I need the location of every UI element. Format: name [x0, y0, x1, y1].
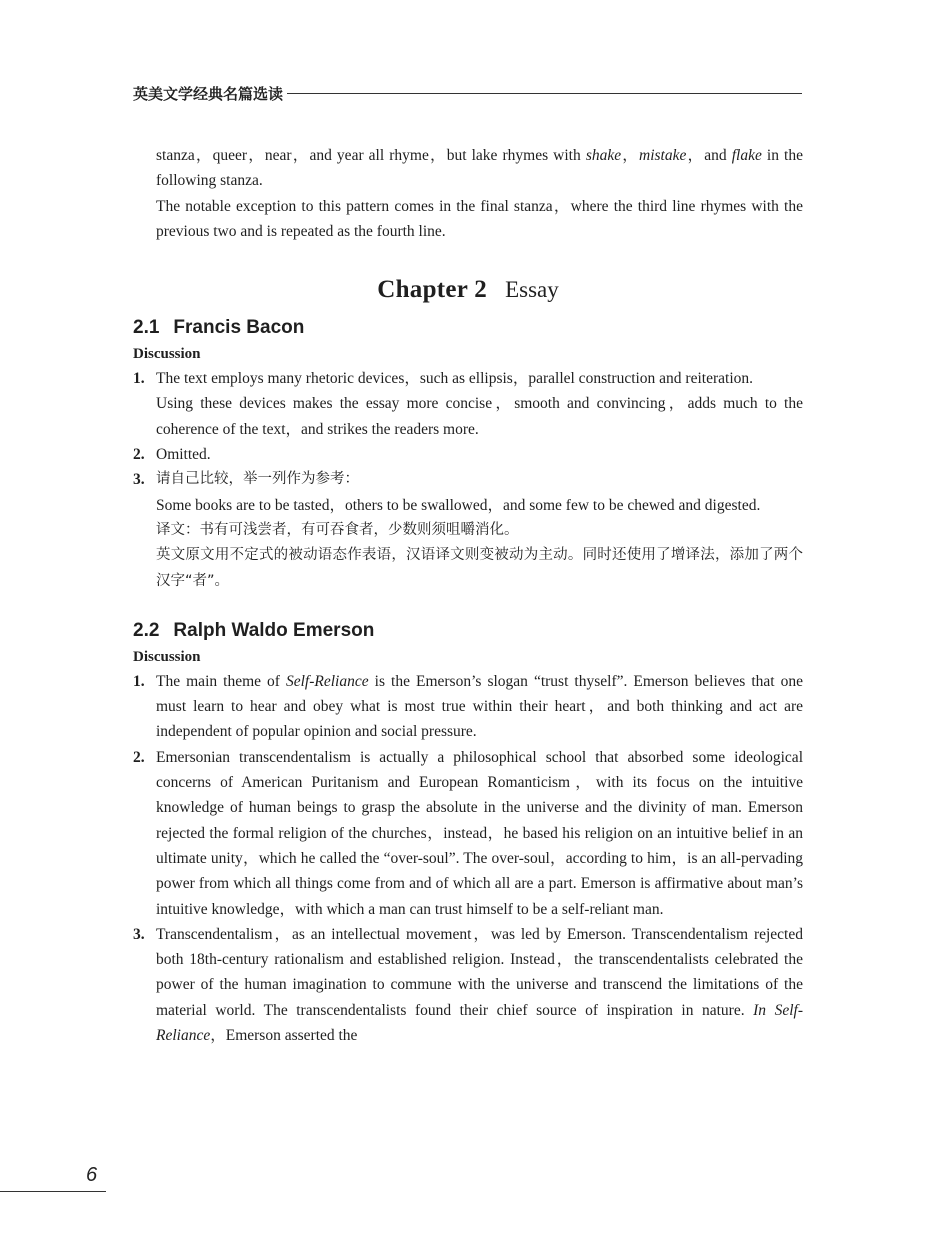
item-number: 2. — [133, 748, 145, 766]
list-item: 2. Emersonian transcendentalism is actually a philosophical school that absorbed some ideological concerns of American Puritanism and European Romanticism，with its focus on the intuitive knowledge of human beings to grasp the absolute in the universe and the divinity of man. Emerson rejected the formal religion of the churches，instead，he based his religion on an intuitive belief in an ultimate unity，which he called the “over-soul”. The over-soul，according to him，is an all-pervading power from which all things come from and of which all are a part. Emerson is affirmative about man’s intuitive knowledge，with which a man can trust himself to be a self-reliant man. — [133, 745, 803, 922]
chapter-heading — [133, 272, 803, 308]
item-number: 2. — [133, 446, 145, 464]
book-title: 英美文学经典名篇选读 — [133, 84, 284, 103]
intro-paragraph-1: stanza，queer，near，and year all rhyme，but lake rhymes with shake，mistake，and flake in the following stanza. — [156, 147, 803, 190]
running-header — [133, 82, 802, 104]
chapter-name: Essay — [505, 277, 559, 303]
intro-text — [133, 143, 803, 244]
work-title: Self-Reliance — [286, 672, 369, 690]
list-item: 3. 请自己比较，举一列作为参考： Some books are to be tasted，others to be swallowed，and some few to be chewed and digested. 译文：书有可浅尝者，有可吞食者，少数则须咀嚼消化。 英文原文用不定式的被动语态作表语，汉语译文则变被动为主动。同时还使用了增译法，添加了两个汉字“者”。 — [133, 467, 803, 593]
intro-paragraph-2: The notable exception to this pattern comes in the final stanza，where the third line rhymes with the previous two and is repeated as the fourth line. — [156, 197, 803, 240]
discussion-subhead: Discussion — [133, 346, 201, 363]
section-heading-bacon: 2.1 Francis Bacon — [133, 317, 305, 339]
page-number: 6 — [86, 1164, 98, 1186]
page-content — [133, 143, 803, 1048]
rhyme-word-shake: shake — [585, 147, 622, 164]
list-item: 1. The main theme of Self-Reliance is the Emerson’s slogan “trust thyself”. Emerson believes that one must learn to hear and obey what is most true within their heart，and both thinking and act are independent of popular opinion and social pressure. — [133, 669, 803, 745]
item-number: 1. — [133, 370, 145, 388]
section-heading-emerson: 2.2 Ralph Waldo Emerson — [133, 619, 375, 641]
rhyme-word-mistake: mistake — [639, 147, 687, 164]
footer-rule — [0, 1191, 106, 1192]
item-number: 3. — [133, 471, 145, 489]
header-rule — [287, 93, 802, 94]
rhyme-word-flake: flake — [731, 147, 762, 164]
list-item: 1. The text employs many rhetoric devices，such as ellipsis，parallel construction and reiteration. Using these devices makes the essay more concise，smooth and convincing，adds much to the coherence of the text，and strikes the readers more. — [133, 366, 803, 442]
translation-note: 英文原文用不定式的被动语态作表语，汉语译文则变被动为主动。同时还使用了增译法，添加了两个汉字“者”。 — [156, 547, 803, 589]
item-number: 3. — [133, 925, 145, 943]
work-title: In Self-Reliance — [156, 1001, 803, 1045]
item-number: 1. — [133, 672, 145, 690]
translation-text: 译文：书有可浅尝者，有可吞食者，少数则须咀嚼消化。 — [156, 521, 519, 538]
chapter-number: Chapter 2 — [377, 276, 488, 304]
discussion-subhead: Discussion — [133, 648, 201, 665]
list-item: 3. Transcendentalism，as an intellectual movement，was led by Emerson. Transcendentalism rejected both 18th-century rationalism and established religion. Instead，the transcendentalists celebrated the power of the human imagination to commune with the universe and transcend the limitations of the material world. The transcendentalists found their chief source of inspiration in nature. In Self-Reliance，Emerson asserted the — [133, 922, 803, 1048]
list-item: 2. Omitted. — [133, 442, 803, 467]
